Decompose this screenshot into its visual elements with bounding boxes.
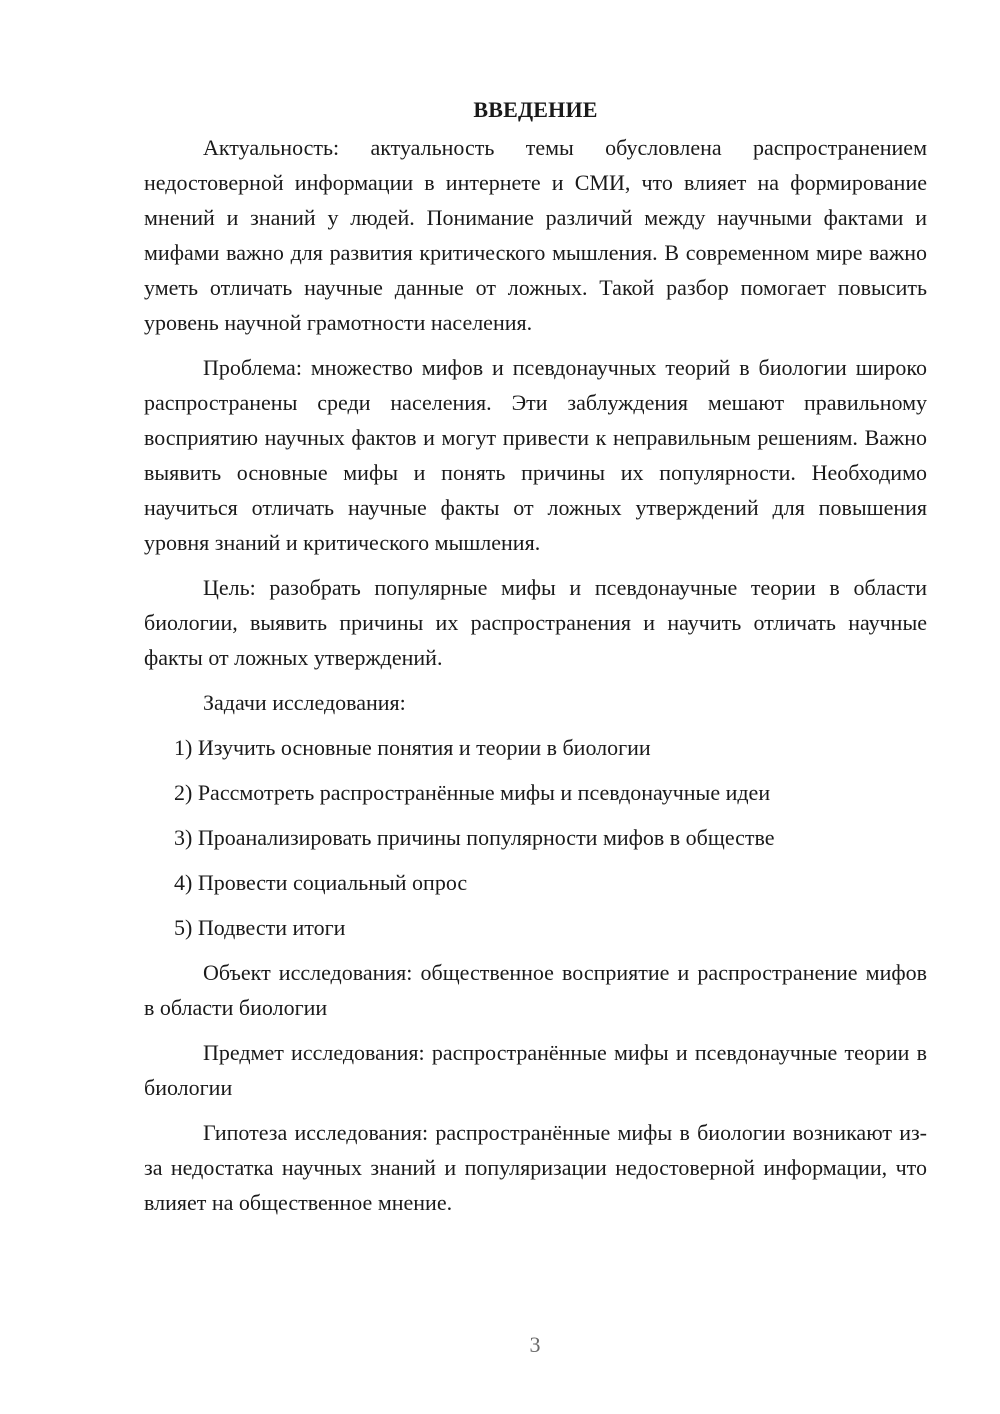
document-page bbox=[144, 92, 927, 1230]
object-paragraph: Объект исследования: общественное восприятие и распространение мифов в области биологии bbox=[144, 960, 927, 1020]
problem-paragraph: Проблема: множество мифов и псевдонаучных теорий в биологии широко распространены среди населения. Эти заблуждения мешают правильному восприятию научных фактов и могут привести к неправильным решениям. Важно выявить основные мифы и понять причины их популярности. Необходимо научиться отличать научные факты от ложных утверждений для повышения уровня знаний и критического мышления. bbox=[144, 355, 927, 555]
task-item-2: 2) Рассмотреть распространённые мифы и псевдонаучные идеи bbox=[174, 780, 771, 805]
hypothesis-paragraph: Гипотеза исследования: распространённые мифы в биологии возникают из-за недостатка научных знаний и популяризации недостоверной информации, что влияет на общественное мнение. bbox=[144, 1120, 927, 1215]
task-item-5: 5) Подвести итоги bbox=[174, 915, 346, 940]
relevance-paragraph: Актуальность: актуальность темы обусловлена распространением недостоверной информации в интернете и СМИ, что влияет на формирование мнений и знаний у людей. Понимание различий между научными фактами и мифами важно для развития критического мышления. В современном мире важно уметь отличать научные данные от ложных. Такой разбор помогает повысить уровень научной грамотности населения. bbox=[144, 135, 927, 335]
subject-paragraph: Предмет исследования: распространённые мифы и псевдонаучные теории в биологии bbox=[144, 1040, 927, 1100]
tasks-heading: Задачи исследования: bbox=[203, 690, 406, 715]
document-title: ВВЕДЕНИЕ bbox=[473, 97, 598, 122]
tasks-list bbox=[144, 730, 927, 945]
task-item-4: 4) Провести социальный опрос bbox=[174, 870, 468, 895]
goal-paragraph: Цель: разобрать популярные мифы и псевдонаучные теории в области биологии, выявить причины их распространения и научить отличать научные факты от ложных утверждений. bbox=[144, 575, 927, 670]
task-item-3: 3) Проанализировать причины популярности мифов в обществе bbox=[174, 825, 775, 850]
page-number: 3 bbox=[529, 1332, 541, 1357]
task-item-1: 1) Изучить основные понятия и теории в биологии bbox=[174, 735, 651, 760]
